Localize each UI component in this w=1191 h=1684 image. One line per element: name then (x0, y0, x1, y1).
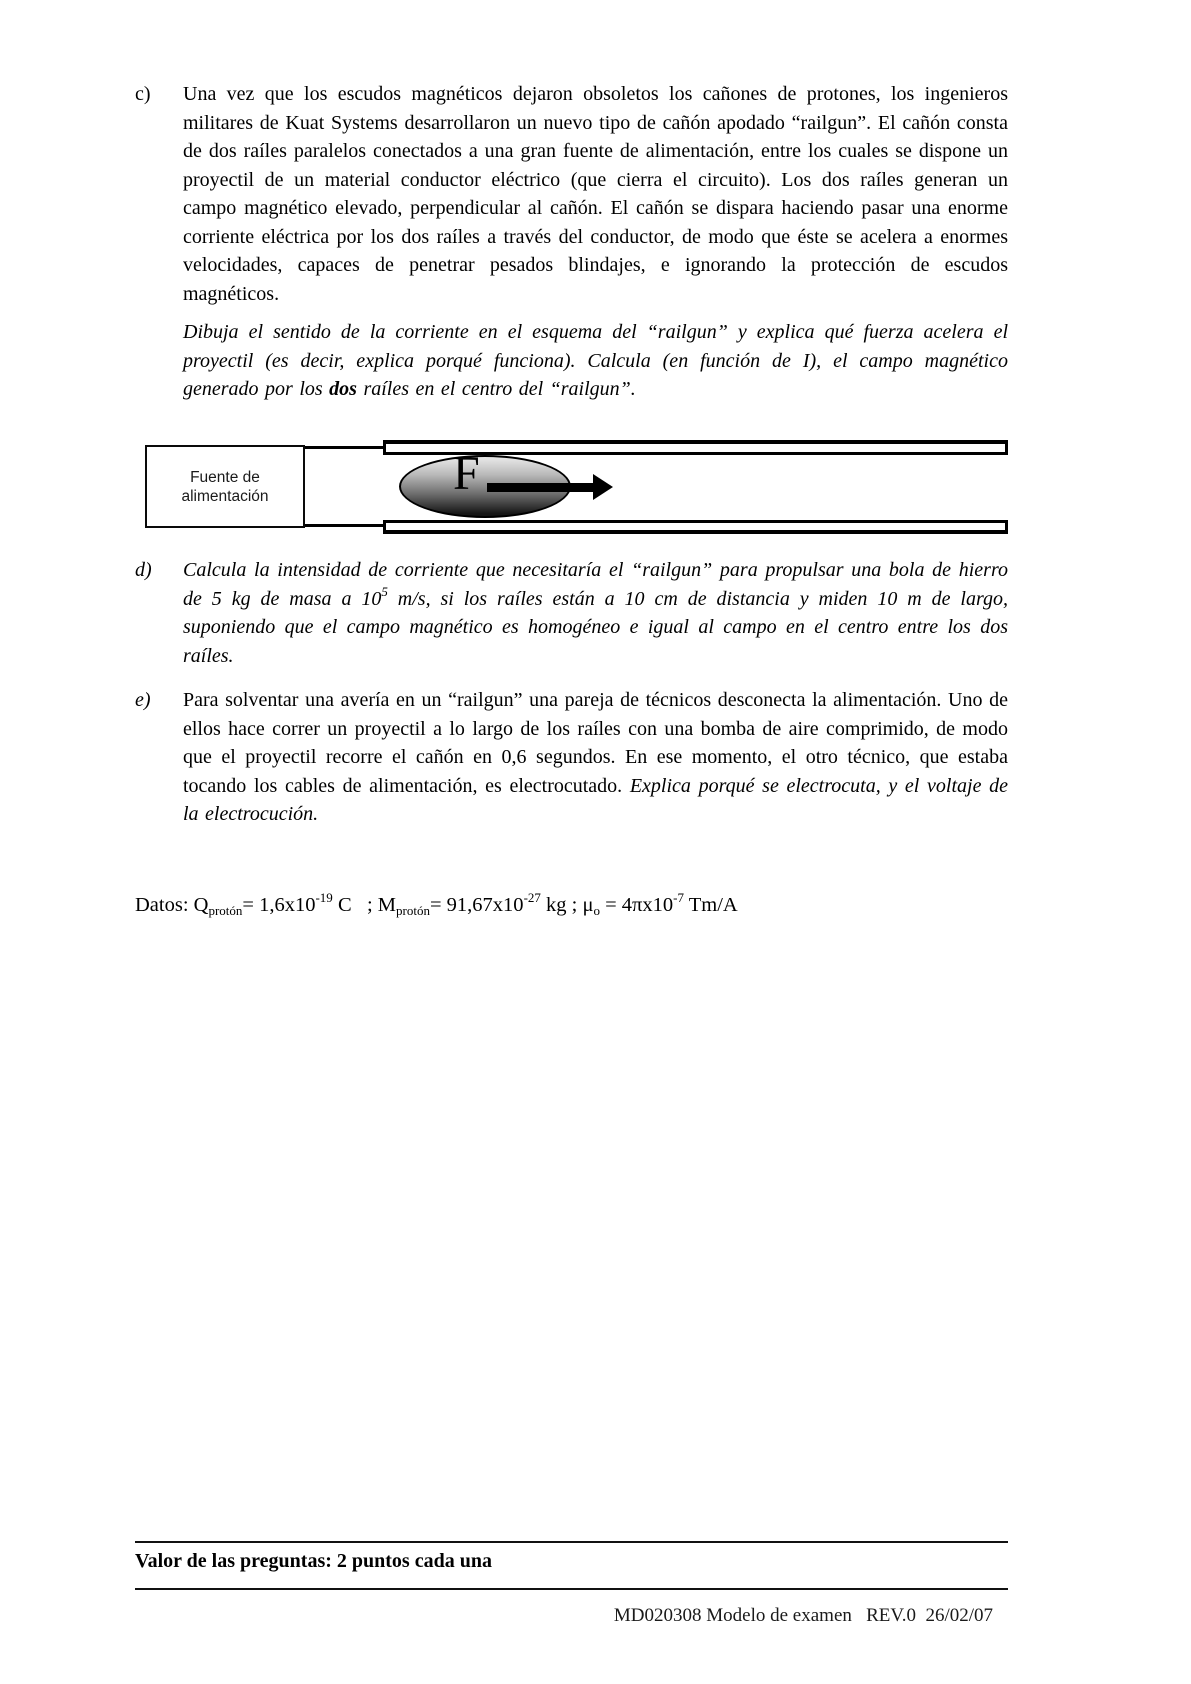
question-e-emphasis: Explica porqué se electrocuta, y el voltaje de la electrocución. (183, 774, 1008, 825)
datos-sup2: -27 (523, 890, 541, 905)
bottom-wire (305, 524, 383, 527)
datos-sub-proton2: protón (396, 903, 430, 918)
datos-mid1: C ; M (332, 894, 397, 916)
power-supply-label-line2: alimentación (181, 487, 269, 505)
task-text-post: raíles en el centro del “railgun”. (356, 378, 636, 400)
task-text-bold: dos (329, 378, 357, 400)
question-d-superscript: 5 (381, 583, 388, 599)
power-supply-box (145, 445, 305, 528)
bottom-rail (383, 520, 1008, 534)
question-c (135, 80, 1008, 308)
datos-eq1: = 1,6x10 (242, 894, 316, 916)
question-d-text (183, 556, 1008, 670)
question-c-task-text (183, 318, 1008, 404)
question-d-post: m/s, si los raíles están a 10 cm de distancia y miden 10 m de largo, suponiendo que el campo magnético es homogéneo e igual al campo en el centro entre los dos raíles. (183, 587, 1009, 667)
top-wire (305, 446, 383, 449)
force-arrow-head (593, 474, 613, 500)
footer-document-reference: MD020308 Modelo de examen REV.0 26/02/07 (613, 1605, 993, 1626)
datos-prefix: Datos: Q (135, 894, 209, 916)
question-c-task (135, 318, 1008, 404)
datos-sub-proton1: protón (208, 903, 243, 918)
footer-points-note: Valor de las preguntas: 2 puntos cada una (135, 1550, 492, 1572)
footer-rule-top (135, 1541, 1008, 1543)
data-values-line (135, 890, 1008, 920)
power-supply-label-line1: Fuente de (190, 468, 260, 486)
question-e (135, 686, 1008, 829)
datos-end: Tm/A (683, 894, 738, 916)
task-text-pre: Dibuja el sentido de la corriente en el esquema del “railgun” y explica qué fuerza acelera el proyectil (es decir, explica porqué funciona). Calcula (en función de I), el campo magnético generado por los (183, 321, 1008, 400)
footer-rule-bottom (135, 1588, 1008, 1590)
question-c-label: c) (135, 83, 151, 105)
datos-sup3: -7 (673, 890, 684, 905)
datos-mid2: kg ; μ (540, 894, 594, 916)
datos-eq2: = 91,67x10 (430, 894, 524, 916)
datos-sub-mu: o (593, 903, 600, 918)
datos-eq3: = 4πx10 (599, 894, 674, 916)
question-e-label: e) (135, 689, 151, 711)
question-e-text (183, 686, 1008, 829)
question-e-body: Para solventar una avería en un “railgun” una pareja de técnicos desconecta la alimentación. Uno de ellos hace correr un proyectil a lo largo de los raíles con una bomba de aire comprimido, de modo que el proyectil recorre el cañón en 0,6 segundos. En ese momento, el otro técnico, que estaba tocando los cables de alimentación, es electrocutado. (183, 689, 1008, 797)
question-d (135, 556, 1008, 670)
force-arrow-shaft (487, 483, 593, 492)
question-d-pre: Calcula la intensidad de corriente que necesitaría el “railgun” para propulsar una bola de hierro de 5 kg de masa a 10 (183, 559, 1008, 610)
question-d-label: d) (135, 559, 152, 581)
datos-sup1: -19 (315, 890, 333, 905)
railgun-diagram (135, 440, 1008, 540)
question-c-text: Una vez que los escudos magnéticos dejaron obsoletos los cañones de protones, los ingenieros militares de Kuat Systems desarrollaron un nuevo tipo de cañón apodado “railgun”. El cañón consta de dos raíles paralelos conectados a una gran fuente de alimentación, entre los cuales se dispone un proyectil de un material conductor eléctrico (que cierra el circuito). Los dos raíles generan un campo magnético elevado, perpendicular al cañón. El cañón se dispara haciendo pasar una enorme corriente eléctrica por los dos raíles a través del conductor, de modo que éste se acelera a enormes velocidades, capaces de penetrar pesados blindajes, e ignorando la protección de escudos magnéticos. (183, 83, 1008, 305)
force-label: F (453, 447, 480, 500)
